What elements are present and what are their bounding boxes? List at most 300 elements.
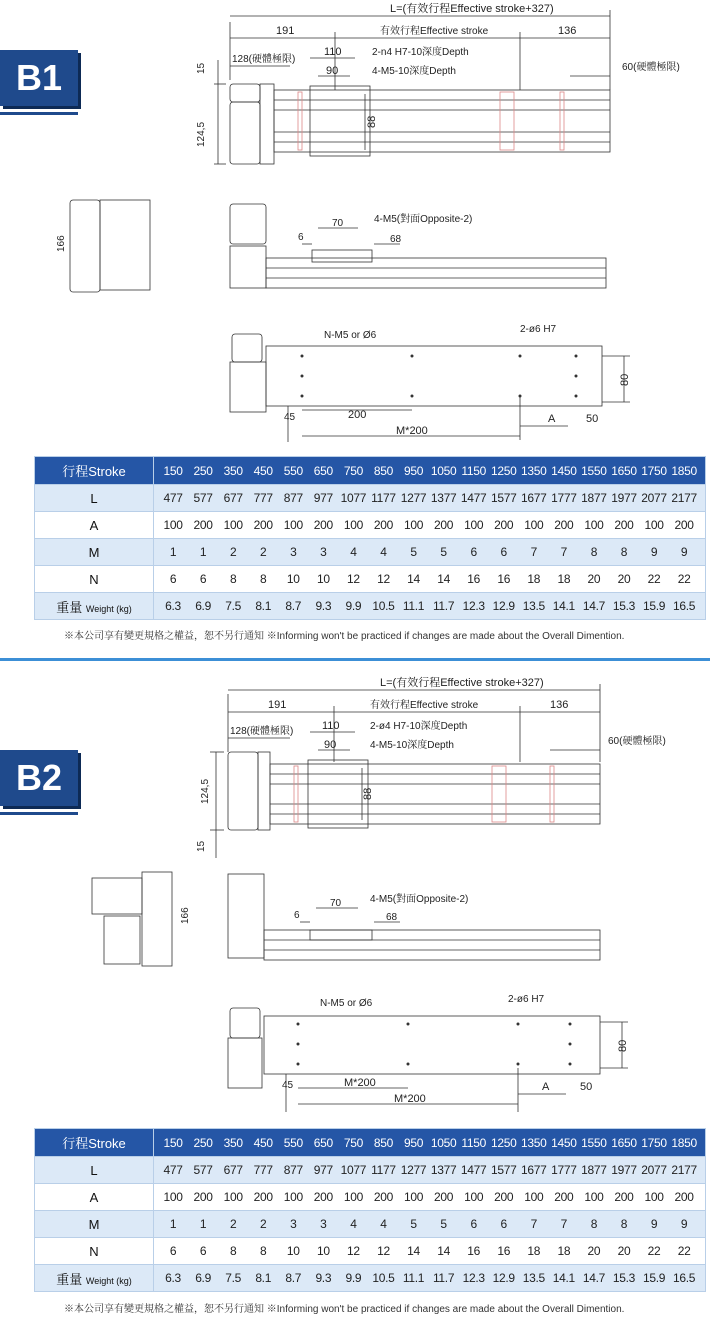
table-cell: 877 — [283, 491, 303, 505]
table-cell: 2077 — [641, 491, 667, 505]
dim-136: 136 — [550, 699, 569, 711]
table-cell: 100 — [524, 518, 544, 532]
table-cell: 9 — [650, 1217, 658, 1231]
table-cell: 100 — [584, 1190, 604, 1204]
table-cell: 6.9 — [195, 1271, 211, 1285]
dim-2-6h7: 2-ø6 H7 — [520, 324, 557, 335]
table-cell: 650 — [313, 1135, 333, 1150]
dim-60: 60(硬體極限) — [622, 62, 680, 73]
table-cell: 8 — [590, 545, 598, 559]
table-cell: 20 — [587, 572, 601, 586]
table-cell: 4 — [350, 545, 357, 559]
dim-124-5: 124,5 — [196, 121, 207, 147]
table-cell: 5 — [440, 545, 447, 559]
table-cell: 6.9 — [195, 599, 211, 613]
table-cell: 450 — [253, 463, 273, 478]
table-cell: 100 — [644, 1190, 664, 1204]
table-cell: 1150 — [461, 463, 486, 478]
table-cell: 7.5 — [225, 1271, 242, 1285]
dim-15: 15 — [196, 840, 207, 852]
table-cell: 14 — [407, 1244, 420, 1258]
table-cell: 8 — [229, 572, 237, 586]
table-cell: 6 — [470, 1217, 477, 1231]
table-cell: 1350 — [521, 1135, 547, 1150]
disclaimer-note: ※本公司享有變更規格之權益，恕不另行通知 ※Informing won't be practiced if changes are made about the Overall Dimention. — [64, 1304, 625, 1315]
table-cell: 6 — [169, 572, 177, 586]
table-cell: 750 — [343, 1135, 363, 1150]
table-cell: 200 — [253, 1190, 273, 1204]
table-cell: 650 — [313, 463, 333, 478]
table-cell: 100 — [403, 518, 424, 532]
table-cell: 1850 — [671, 463, 697, 478]
table-cell: 8.7 — [285, 599, 302, 613]
table-cell: 14.7 — [582, 1271, 605, 1285]
table-cell: 1050 — [430, 463, 457, 478]
table-cell: 15.3 — [612, 599, 636, 613]
dim-60: 60(硬體極限) — [608, 736, 666, 747]
dim-6: 6 — [298, 232, 304, 243]
table-cell: 6 — [500, 545, 507, 559]
a-values — [154, 518, 705, 532]
table-cell: 3 — [290, 1217, 297, 1231]
table-cell: 100 — [403, 1190, 424, 1204]
table-cell: 100 — [163, 1190, 183, 1204]
table-cell: 10 — [286, 1244, 300, 1258]
m-values — [154, 545, 705, 559]
table-cell: 2177 — [671, 1163, 697, 1177]
table-cell: 11.7 — [432, 1271, 455, 1285]
table-cell: 200 — [614, 1190, 634, 1204]
table-cell: 1 — [169, 1217, 177, 1231]
table-cell: 1977 — [611, 1163, 637, 1177]
dim-128: 128(硬體極限) — [230, 726, 294, 737]
table-cell: 16 — [467, 1244, 481, 1258]
table-cell: 150 — [163, 463, 183, 478]
table-cell: 100 — [644, 518, 664, 532]
table-cell: 1677 — [521, 1163, 547, 1177]
table-cell: 200 — [373, 518, 394, 532]
table-cell: 550 — [283, 463, 303, 478]
table-cell: 9.3 — [315, 599, 332, 613]
table-cell: 11.1 — [402, 1271, 425, 1285]
table-cell: 18 — [557, 572, 571, 586]
table-cell: 100 — [464, 518, 484, 532]
table-cell: 3 — [320, 1217, 327, 1231]
n-values — [154, 572, 705, 586]
dim-80: 80 — [619, 373, 631, 386]
table-cell: 1550 — [581, 463, 607, 478]
table-cell: 6 — [500, 1217, 507, 1231]
table-cell: 16.5 — [673, 599, 696, 613]
table-cell: 477 — [163, 1163, 183, 1177]
table-cell: 1477 — [460, 491, 487, 505]
table-cell: 4 — [380, 1217, 387, 1231]
table-cell: 1377 — [430, 491, 457, 505]
table-cell: 12 — [347, 572, 360, 586]
table-cell: 16.5 — [673, 1271, 696, 1285]
table-cell: 7 — [560, 545, 568, 559]
table-cell: 1550 — [581, 1135, 607, 1150]
dim-68: 68 — [386, 912, 398, 923]
dim-166: 166 — [56, 235, 67, 252]
dim-200: 200 — [348, 409, 367, 421]
table-cell: 11.7 — [432, 599, 455, 613]
stroke-label: 行程Stroke — [35, 457, 154, 485]
table-cell: 22 — [647, 572, 661, 586]
table-cell: 200 — [253, 518, 273, 532]
table-cell: 7 — [560, 1217, 568, 1231]
table-cell: 750 — [343, 463, 363, 478]
table-cell: 14 — [437, 1244, 450, 1258]
table-cell: 12.3 — [462, 1271, 485, 1285]
table-cell: 22 — [677, 1244, 691, 1258]
table-cell: 1750 — [641, 1135, 667, 1150]
table-cell: 200 — [313, 518, 333, 532]
dim-50: 50 — [580, 1081, 593, 1093]
table-cell: 16 — [497, 572, 511, 586]
a-values — [154, 1190, 705, 1204]
dim-total-length: L=(有效行程Effective stroke+327) — [390, 3, 554, 15]
table-cell: 8 — [229, 1244, 237, 1258]
table-cell: 18 — [527, 1244, 541, 1258]
dim-50: 50 — [586, 413, 599, 425]
dim-110: 110 — [324, 46, 342, 58]
table-cell: 100 — [584, 518, 604, 532]
table-cell: 10.5 — [372, 599, 395, 613]
dim-n-m5: N-M5 or Ø6 — [320, 998, 373, 1009]
badge-underline — [0, 112, 78, 115]
table-cell: 1650 — [611, 463, 637, 478]
table-cell: 200 — [554, 1190, 574, 1204]
table-cell: 1777 — [551, 491, 577, 505]
weight-label: 重量 Weight (kg) — [35, 593, 154, 620]
table-cell: 9.9 — [345, 1271, 362, 1285]
table-cell: 5 — [440, 1217, 447, 1231]
table-cell: 200 — [313, 1190, 333, 1204]
dim-2-6h7: 2-ø6 H7 — [508, 994, 545, 1005]
table-cell: 1277 — [400, 1163, 427, 1177]
l-values — [154, 1163, 705, 1177]
table-cell: 6 — [199, 572, 207, 586]
section-divider — [0, 658, 710, 661]
dim-70: 70 — [332, 218, 344, 229]
table-cell: 1450 — [551, 1135, 577, 1150]
dim-191: 191 — [276, 25, 295, 37]
table-cell: 100 — [283, 1190, 303, 1204]
table-cell: 1877 — [581, 491, 607, 505]
table-cell: 6 — [199, 1244, 207, 1258]
weight-label: 重量 Weight (kg) — [35, 1265, 154, 1292]
table-cell: 777 — [253, 1163, 273, 1177]
table-cell: 8.7 — [285, 1271, 302, 1285]
dim-4-m5: 4-M5(對面Opposite-2) — [374, 214, 473, 225]
table-cell: 1877 — [581, 1163, 607, 1177]
table-cell: 2 — [229, 545, 237, 559]
a-label: A — [35, 1184, 154, 1211]
dim-effective-stroke: 有效行程Effective stroke — [370, 700, 479, 711]
table-cell: 14 — [437, 572, 450, 586]
table-cell: 350 — [223, 463, 243, 478]
table-cell: 677 — [223, 1163, 243, 1177]
n-values — [154, 1244, 705, 1258]
table-cell: 12 — [377, 1244, 390, 1258]
table-cell: 2 — [260, 545, 267, 559]
dim-4-m5: 4-M5(對面Opposite-2) — [370, 894, 469, 905]
stroke-values — [154, 1136, 705, 1150]
dim-effective-stroke: 有效行程Effective stroke — [380, 26, 489, 37]
table-cell: 577 — [193, 1163, 213, 1177]
dim-m-200: M*200 — [394, 1093, 426, 1105]
table-cell: 15.9 — [642, 1271, 666, 1285]
dim-hole-2: 4-M5-10深度Depth — [370, 740, 454, 751]
table-cell: 1477 — [460, 1163, 487, 1177]
table-cell: 22 — [647, 1244, 661, 1258]
table-cell: 200 — [674, 1190, 694, 1204]
table-cell: 200 — [554, 518, 574, 532]
table-cell: 200 — [614, 518, 634, 532]
table-cell: 200 — [674, 518, 694, 532]
l-values — [154, 491, 705, 505]
m-values — [154, 1217, 705, 1231]
disclaimer-note: ※本公司享有變更規格之權益，恕不另行通知 ※Informing won't be practiced if changes are made about the Overall Dimention. — [64, 631, 625, 642]
table-cell: 950 — [403, 1135, 424, 1150]
table-cell: 1577 — [490, 1163, 517, 1177]
dim-166: 166 — [180, 907, 191, 924]
table-cell: 9.3 — [315, 1271, 332, 1285]
dim-hole-1: 2-ø4 H7-10深度Depth — [370, 721, 468, 732]
dim-88: 88 — [366, 115, 378, 128]
table-cell: 20 — [617, 1244, 631, 1258]
table-cell: 200 — [494, 1190, 514, 1204]
table-cell: 1750 — [641, 463, 667, 478]
dim-45: 45 — [282, 1080, 294, 1091]
table-cell: 1 — [199, 1217, 207, 1231]
table-cell: 3 — [320, 545, 327, 559]
table-cell: 8 — [590, 1217, 598, 1231]
table-cell: 677 — [223, 491, 243, 505]
dim-124-5: 124,5 — [200, 778, 211, 804]
table-cell: 150 — [163, 1135, 183, 1150]
table-cell: 10 — [286, 572, 300, 586]
table-cell: 100 — [343, 1190, 363, 1204]
table-cell: 13.5 — [522, 1271, 545, 1285]
table-cell: 100 — [163, 518, 183, 532]
m-label: M — [35, 539, 154, 566]
table-cell: 12 — [347, 1244, 360, 1258]
table-cell: 22 — [677, 572, 691, 586]
table-cell: 16 — [497, 1244, 511, 1258]
table-cell: 7.5 — [225, 599, 242, 613]
dim-90: 90 — [326, 65, 339, 77]
table-cell: 8.1 — [255, 599, 272, 613]
n-label: N — [35, 566, 154, 593]
table-cell: 3 — [290, 545, 297, 559]
table-cell: 1850 — [671, 1135, 697, 1150]
dim-45: 45 — [284, 412, 296, 423]
table-cell: 9 — [650, 545, 658, 559]
table-cell: 577 — [193, 491, 213, 505]
table-cell: 14.1 — [552, 599, 575, 613]
table-cell: 8 — [620, 545, 628, 559]
table-cell: 1 — [169, 545, 177, 559]
table-cell: 13.5 — [522, 599, 545, 613]
spec-table-b1 — [34, 456, 706, 620]
table-cell: 4 — [380, 545, 387, 559]
table-cell: 1277 — [400, 491, 427, 505]
table-cell: 14.7 — [582, 599, 605, 613]
section-badge-b2: B2 — [0, 750, 78, 806]
table-cell: 14.1 — [552, 1271, 575, 1285]
table-cell: 1350 — [521, 463, 547, 478]
table-cell: 200 — [494, 518, 514, 532]
table-cell: 9 — [680, 1217, 688, 1231]
table-cell: 1050 — [430, 1135, 457, 1150]
table-cell: 15.3 — [612, 1271, 636, 1285]
table-cell: 1150 — [461, 1135, 486, 1150]
table-cell: 200 — [434, 1190, 454, 1204]
table-cell: 977 — [313, 1163, 333, 1177]
dim-total-length: L=(有效行程Effective stroke+327) — [380, 677, 544, 689]
dim-80: 80 — [617, 1039, 629, 1052]
table-cell: 4 — [350, 1217, 357, 1231]
dim-a: A — [548, 413, 556, 425]
table-cell: 1577 — [490, 491, 517, 505]
table-cell: 1177 — [371, 1163, 396, 1177]
table-cell: 18 — [557, 1244, 571, 1258]
table-cell: 877 — [283, 1163, 303, 1177]
table-cell: 15.9 — [642, 599, 666, 613]
table-cell: 6.3 — [165, 599, 181, 613]
table-cell: 100 — [223, 1190, 243, 1204]
table-cell: 1977 — [611, 491, 637, 505]
l-label: L — [35, 485, 154, 512]
table-cell: 100 — [343, 518, 363, 532]
table-cell: 6 — [470, 545, 477, 559]
table-cell: 12.9 — [492, 1271, 515, 1285]
table-cell: 250 — [193, 463, 213, 478]
drawing-b2 — [180, 672, 710, 1122]
table-cell: 12.9 — [492, 599, 515, 613]
stroke-values — [154, 464, 705, 478]
dim-6: 6 — [294, 910, 300, 921]
table-cell: 200 — [193, 1190, 213, 1204]
table-cell: 20 — [587, 1244, 601, 1258]
table-cell: 1177 — [371, 491, 396, 505]
table-cell: 9 — [680, 545, 688, 559]
dim-a: A — [542, 1081, 550, 1093]
badge-underline — [0, 812, 78, 815]
dim-68: 68 — [390, 234, 402, 245]
dim-hole-1: 2-n4 H7-10深度Depth — [372, 47, 469, 58]
dim-m-200: M*200 — [396, 425, 428, 437]
table-cell: 550 — [283, 1135, 303, 1150]
table-cell: 1650 — [611, 1135, 637, 1150]
table-cell: 850 — [373, 1135, 394, 1150]
table-cell: 350 — [223, 1135, 243, 1150]
table-cell: 8 — [620, 1217, 628, 1231]
table-cell: 8 — [260, 1244, 267, 1258]
table-cell: 2077 — [641, 1163, 667, 1177]
table-cell: 1 — [199, 545, 207, 559]
table-cell: 8.1 — [255, 1271, 272, 1285]
table-cell: 6.3 — [165, 1271, 181, 1285]
a-label: A — [35, 512, 154, 539]
stroke-label: 行程Stroke — [35, 1129, 154, 1157]
table-cell: 7 — [530, 1217, 537, 1231]
m-label: M — [35, 1211, 154, 1238]
table-cell: 200 — [373, 1190, 394, 1204]
dim-110: 110 — [322, 720, 340, 732]
table-cell: 100 — [283, 518, 303, 532]
l-label: L — [35, 1157, 154, 1184]
table-cell: 16 — [467, 572, 481, 586]
table-cell: 1677 — [521, 491, 547, 505]
section-badge-b1: B1 — [0, 50, 78, 106]
dim-n-m5: N-M5 or Ø6 — [324, 330, 377, 341]
table-cell: 10.5 — [372, 1271, 395, 1285]
table-cell: 250 — [193, 1135, 213, 1150]
table-cell: 200 — [193, 518, 213, 532]
table-cell: 18 — [527, 572, 541, 586]
table-cell: 5 — [410, 1217, 417, 1231]
spec-table-b2 — [34, 1128, 706, 1292]
n-label: N — [35, 1238, 154, 1265]
table-cell: 10 — [316, 1244, 330, 1258]
dim-200: M*200 — [344, 1077, 376, 1089]
table-cell: 12.3 — [462, 599, 485, 613]
table-cell: 477 — [163, 491, 183, 505]
table-cell: 8 — [260, 572, 267, 586]
table-cell: 1077 — [340, 1163, 367, 1177]
table-cell: 1077 — [340, 491, 367, 505]
table-cell: 5 — [410, 545, 417, 559]
dim-88: 88 — [362, 787, 374, 800]
table-cell: 20 — [617, 572, 631, 586]
dim-128: 128(硬體極限) — [232, 54, 296, 65]
table-cell: 100 — [524, 1190, 544, 1204]
table-cell: 10 — [316, 572, 330, 586]
table-cell: 850 — [373, 463, 394, 478]
table-cell: 12 — [377, 572, 390, 586]
dim-191: 191 — [268, 699, 287, 711]
table-cell: 2 — [260, 1217, 267, 1231]
table-cell: 6 — [169, 1244, 177, 1258]
table-cell: 977 — [313, 491, 333, 505]
table-cell: 1377 — [430, 1163, 457, 1177]
table-cell: 450 — [253, 1135, 273, 1150]
table-cell: 777 — [253, 491, 273, 505]
drawing-b1 — [56, 0, 710, 450]
table-cell: 100 — [223, 518, 243, 532]
dim-15: 15 — [196, 62, 207, 74]
table-cell: 950 — [403, 463, 424, 478]
dim-136: 136 — [558, 25, 577, 37]
table-cell: 7 — [530, 545, 537, 559]
weight-values — [154, 1271, 705, 1285]
table-cell: 9.9 — [345, 599, 362, 613]
table-cell: 100 — [464, 1190, 484, 1204]
table-cell: 1777 — [551, 1163, 577, 1177]
table-cell: 1450 — [551, 463, 577, 478]
weight-values — [154, 599, 705, 613]
table-cell: 14 — [407, 572, 420, 586]
table-cell: 2177 — [671, 491, 697, 505]
table-cell: 1250 — [490, 1135, 517, 1150]
table-cell: 200 — [434, 518, 454, 532]
table-cell: 2 — [229, 1217, 237, 1231]
table-cell: 1250 — [490, 463, 517, 478]
dim-90: 90 — [324, 739, 337, 751]
